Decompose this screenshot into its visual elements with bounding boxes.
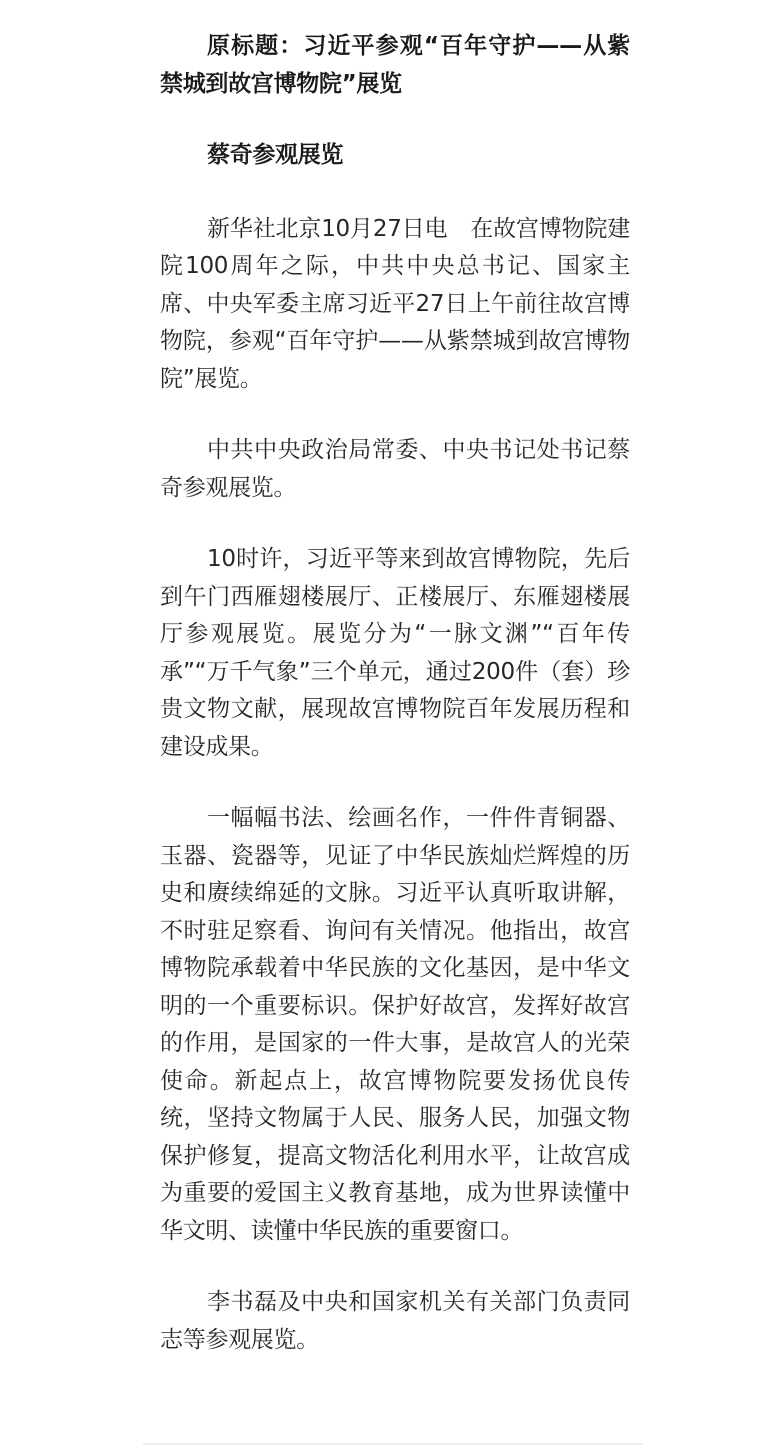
paragraph-remarks: 一幅幅书法、绘画名作，一件件青铜器、玉器、瓷器等，见证了中华民族灿烂辉煌的历史和赓续绵延的文脉。习近平认真听取讲解，不时驻足察看、询问有关情况。他指出，故宫博物院承载着中华民族的文化基因，是中华文明的一个重要标识。保护好故宫，发挥好故宫的作用，是国家的一件大事，是故宫人的光荣使命。新起点上，故宫博物院要发扬优良传统，坚持文物属于人民、服务人民，加强文物保护修复，提高文物活化利用水平，让故宫成为重要的爱国主义教育基地，成为世界读懂中华文明、读懂中华民族的重要窗口。 xyxy=(160,805,630,1244)
paragraph-exhibition-visit: 10时许，习近平等来到故宫博物院，先后到午门西雁翅楼展厅、正楼展厅、东雁翅楼展厅参观展览。展览分为“一脉文渊”“百年传承”“万千气象”三个单元，通过200件（套）珍贵文物文献，展现故宫博物院百年发展历程和建设成果。 xyxy=(160,546,630,760)
original-title: 原标题：习近平参观“百年守护——从紫禁城到故宫博物院”展览 xyxy=(160,33,630,97)
article-body xyxy=(160,28,630,1393)
paragraph-dateline: 新华社北京10月27日电 在故宫博物院建院100周年之际，中共中央总书记、国家主席、中央军委主席习近平27日上午前往故宫博物院，参观“百年守护——从紫禁城到故宫博物院”展览。 xyxy=(160,215,630,392)
paragraph-attendees: 李书磊及中央和国家机关有关部门负责同志等参观展览。 xyxy=(160,1289,630,1353)
bottom-divider xyxy=(143,1443,643,1445)
paragraph-cai-qi: 中共中央政治局常委、中央书记处书记蔡奇参观展览。 xyxy=(160,437,630,501)
article-subtitle: 蔡奇参观展览 xyxy=(207,142,344,168)
